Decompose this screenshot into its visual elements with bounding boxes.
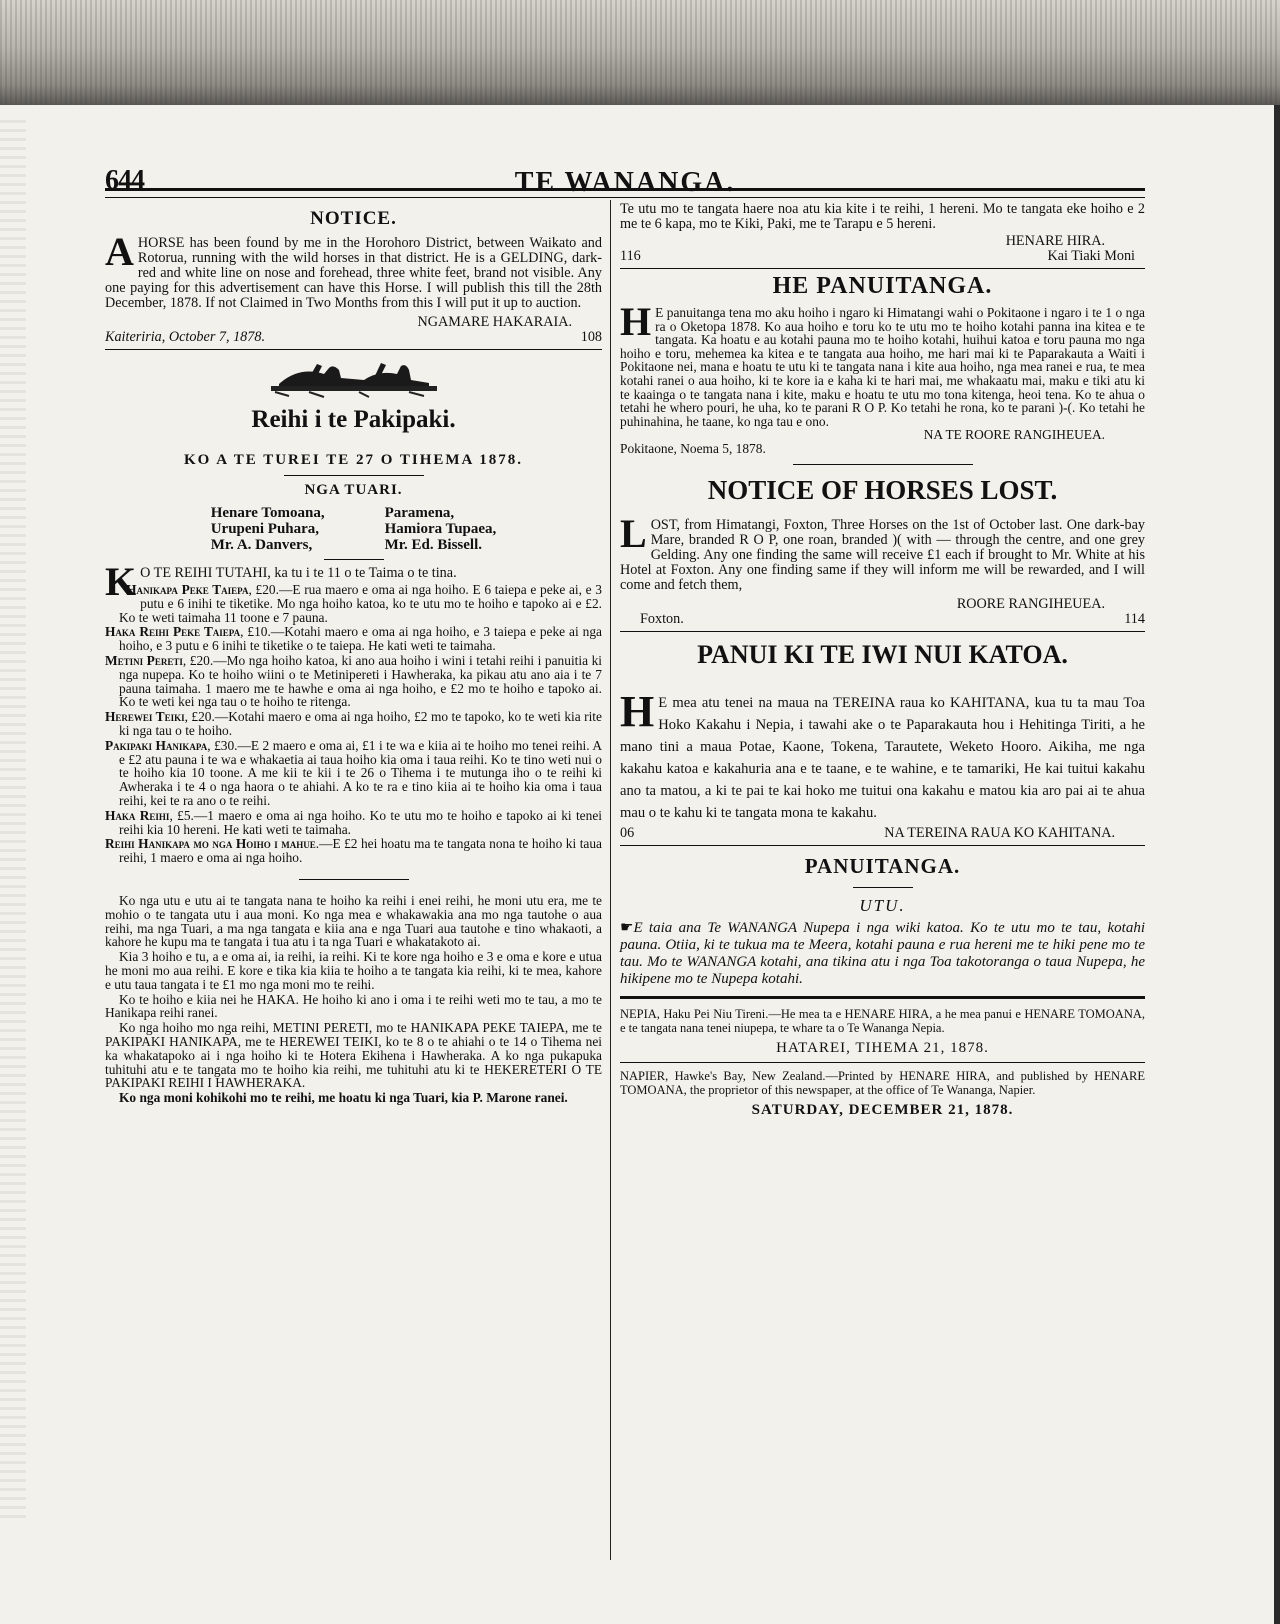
drop-cap: L <box>620 511 647 557</box>
utu-subheading: UTU. <box>859 896 906 916</box>
race-event: Herewei Teiki, £20.—Kotahi maero e oma ai nga hoiho, £2 mo te tapoko, ko te weti kia rite ki nga tau o te hoiho. <box>105 709 602 738</box>
masthead-rule <box>105 188 1145 198</box>
race-announcement <box>105 356 602 1105</box>
short-rule <box>793 464 973 465</box>
panui-body: H E mea atu tenei na maua na TEREINA raua ko KAHITANA, kua tu ta mau Toa Hoko Kakahu i Nepia, i tawahi ake o te Paparakauta hou i Hehitinga Tiriti, a he mano tini a maua Potae, Kaone, Tokena, Tarautete, Weketo Hooro. Aikiha, me nga kakahu katoa e kakahuria ana e te taane, e te wahine, e te tamariki, He kai tuitui kakahu ano ta matou, a ki te pai te kai hoko me tuitui ona kakahu e matou kia aro pai ai te ahua mau o te kahu ki te tangata mona te kakahu. <box>620 687 1145 822</box>
panui-signature: NA TEREINA RAUA KO KAHITANA. <box>884 825 1115 842</box>
race-event: Haka Reihi, £5.—1 maero e oma ai nga hoiho. Ko te utu mo te hoiho e tapoko ai ki tenei reihi kia 10 hereni. He kati weti te taimaha. <box>105 807 602 837</box>
notice-place-date: Kaiteriria, October 7, 1878. <box>105 329 265 345</box>
fees-role: Kai Tiaki Moni <box>1047 248 1135 264</box>
steward-name: Mr. Ed. Bissell. <box>384 537 482 553</box>
column-rule <box>610 200 611 1560</box>
race-event: Reihi Hanikapa mo nga Hoiho i mahue.—E £2 hei hoatu ma te tangata nona te hoiho ki taua reihi, 1 maero e oma ai nga hoiho. <box>105 836 602 866</box>
he-panuitanga <box>620 273 1145 465</box>
section-rule <box>620 631 1145 632</box>
imprint-english-date: SATURDAY, DECEMBER 21, 1878. <box>751 1102 1014 1119</box>
race-rules <box>105 894 602 1105</box>
panui-ki-te-iwi <box>620 640 1145 846</box>
he-panuitanga-body: H E panuitanga tena mo aku hoiho i ngaro ki Himatangi wahi o Pokitaone i ngaro i te 1 o nga ra o Oketopa 1878. Ko aua hoiho e toru ko te utu mo te hoiho kotahi panna ina kitea e te tangata. Ka hoatu e au kotahi pauna mo te hoiho kotahi, huihui katoa e toru pauna mo nga hoiho e toru, mehemea ka kitea e te tangata aua hoiho, me hari mai ki te Paparakauta a Waiti i Pokitaone nei, mana e hoatu te utu ki te tangata nana i kite aua hoiho, nga mea ranei e rua, te mea kotahi ranei o aua hoiho, ki te kore ia e kaha ki te hari mai, me whakaatu mai, maku e tiki atu ki te kaainga o te tangata nana i kite, maku e hoatu te utu mo tona kitenga, heoi tena. Ko te ahua o tetahi he whero pouri, he uha, ko te parani R O P. Ko tetahi he rona, ko te parani )-(. Ko tetahi he puhinahina, he taane, ko nga tau e ono. <box>620 299 1145 429</box>
notice-footer <box>105 330 602 345</box>
steward-name: Mr. A. Danvers, <box>210 537 313 553</box>
short-rule <box>284 475 424 476</box>
scan-left-edge <box>0 120 26 1520</box>
panuitanga-heading: PANUITANGA. <box>804 854 961 879</box>
race-events <box>105 583 602 865</box>
horses-lost-place: Foxton. <box>640 611 684 628</box>
scan-top-band <box>0 0 1280 105</box>
horse-race-icon <box>269 356 439 398</box>
panui-number: 06 <box>620 825 635 842</box>
section-rule <box>620 1062 1145 1063</box>
stewards-left <box>211 505 325 553</box>
notice-body: AHORSE has been found by me in the Horohoro District, between Waikato and Rotorua, running with the wild horses in that district. He is a GELDING, dark-red and white line on nose and forehead, three white feet, brand not visible. Any one paying for this advertisement can have this Horse. I will publish this till the 28th December, 1878. If not Claimed in Two Months from this I will put it up to auction. <box>105 229 602 311</box>
steward-name: Urupeni Puhara, <box>210 521 320 537</box>
notice-signature: NGAMARE HAKARAIA. <box>417 314 572 330</box>
stewards-right <box>385 505 497 553</box>
panui-heading: PANUI KI TE IWI NUI KATOA. <box>697 640 1068 670</box>
drop-cap: H <box>620 299 652 344</box>
race-intro: K O TE REIHI TUTAHI, ka tu i te 11 o te Taima o te tina. <box>105 559 457 604</box>
horses-lost-body: LOST, from Himatangi, Foxton, Three Horses on the 1st of October last. One dark-bay Mare, branded R O P, one roan, branded )( with — through the centre, and one grey Gelding. Any one finding the same will receive £1 each if brought to Mr. White at his Hotel at Foxton. Any one finding same if they will inform me will be rewarded, and I will come and fetch them, <box>620 511 1145 594</box>
imprint-maori: NEPIA, Haku Pei Niu Tireni.—He mea ta e HENARE HIRA, a he mea panui e HENARE TOMOANA, e te tangata nana tenei niupepa, te whare ta o Te Wananga Nepia. <box>620 1007 1145 1036</box>
rule-paragraph: Ko te hoiho e kiia nei he HAKA. He hoiho ki ano i oma i te reihi weti mo te tau, a mo te Hanikapa reihi ranei. <box>105 991 602 1021</box>
steward-name: Hamiora Tupaea, <box>384 521 497 537</box>
imprint-english: NAPIER, Hawke's Bay, New Zealand.—Printed by HENARE HIRA, and published by HENARE TOMOANA, the proprietor of this newspaper, at the office of Te Wananga, Napier. <box>620 1069 1145 1098</box>
stewards-heading: NGA TUARI. <box>304 482 403 498</box>
right-column <box>620 202 1145 1124</box>
newspaper-title: TE WANANGA. <box>514 167 736 198</box>
fees-signature: HENARE HIRA. <box>1005 233 1105 249</box>
stewards-list <box>105 505 602 553</box>
panui-footer <box>620 826 1145 841</box>
horses-lost-footer <box>620 612 1145 627</box>
left-column <box>105 202 602 1106</box>
scan-right-edge <box>1274 105 1280 1624</box>
rule-paragraph: Ko nga moni kohikohi mo te reihi, me hoatu ki nga Tuari, kia P. Marone ranei. <box>119 1090 568 1106</box>
notice-number: 108 <box>580 329 602 345</box>
race-event: Hanikapa Peke Taiepa, £20.—E rua maero e oma ai nga hoiho. E 6 taiepa e peke ai, e 3 putu e 6 inihi te tiketike. Mo nga hoiho katoa, ko te utu mo te hoiho e tapoko ai e £2. Ko te weti taimaha 11 toone e 7 pauna. <box>119 582 602 625</box>
drop-cap: H <box>620 687 655 737</box>
notice-horses-lost <box>620 475 1145 632</box>
page-number: 644 <box>105 165 144 196</box>
notice-horse-found <box>105 208 602 350</box>
section-rule <box>620 845 1145 846</box>
rule-paragraph: Ko nga hoiho mo nga reihi, METINI PERETI, mo te HANIKAPA PEKE TAIEPA, me te PAKIPAKI HANIKAPA, me te HEREWEI TEIKI, ko te 8 o te ahiahi o te 14 o Tihema nei ka whakatapoko ai i nga hoiho ki te Hotera Ekihena i Hawheraka. A ko nga pukapuka tuhituhi atu e te tangata mo te hoiho kia reihi, me tuhituhi atu ki te HEKERETERI O TE PAKIPAKI REIHI I HAWHERAKA. <box>105 1020 602 1091</box>
section-rule <box>620 268 1145 269</box>
imprint <box>620 1007 1145 1118</box>
race-event: Haka Reihi Peke Taiepa, £10.—Kotahi maero e oma ai nga hoiho, e 3 taiepa e peke ai nga hoiho, e 3 putu e 6 inihi te tiketike o te taiepa. He kati weti te taimaha. <box>105 624 602 654</box>
steward-name: Henare Tomoana, <box>210 505 325 521</box>
imprint-maori-date: HATAREI, TIHEMA 21, 1878. <box>776 1040 989 1057</box>
drop-cap: K <box>105 559 137 604</box>
rule-paragraph: Ko nga utu e utu ai te tangata nana te hoiho ka reihi i enei reihi, he moni utu era, me te mohio o te tangata utu i aua moni. Ko nga mea e whakawakia ana mo nga tautohe o aua reihi, ma nga Tuari, a ma nga tangata e kiia ana e nga Tuari aua tautohe e tino whakaoti, a kahore he kupu ma te tangata i tua atu i ta nga Tuari e whakatakoto ai. <box>105 892 602 950</box>
race-date-line: KO A TE TUREI TE 27 O TIHEMA 1878. <box>183 452 524 468</box>
utu-body: ☛E taia ana Te WANANGA Nupepa i nga wiki katoa. Ko te utu mo te tau, kotahi pauna. Otiia, ki te tukua ma te Meera, kotahi pauna e rua hereni me te hiki pene mo te tau. Mo te WANANGA kotahi, ana tikina atu i nga Toa takotoranga o taua Nupepa, he hikipene mo te Nupepa kotahi. <box>620 920 1145 988</box>
horses-lost-number: 114 <box>1124 611 1145 628</box>
short-rule <box>853 887 913 888</box>
race-event: Pakipaki Hanikapa, £30.—E 2 maero e oma ai, £1 i te wa e kiia ai te hoiho mo tenei reihi. A e £2 atu pauna i te wa e whakaetia ai taua hoiho kia oma i taua reihi. Ko te tino weti nui o te hoiho kia 10 toone. A me kii te kii i te 26 o Tihema i te mutunga iho o te reihi ki Awheraka i te 4 o nga haora o te ahiahi. A ko te ra e tino kiia ai te hoiho kia oma i taua reihi, kei te ra ano o te reihi. <box>105 737 603 808</box>
race-title: Reihi i te Pakipaki. <box>251 406 456 433</box>
fees-number: 116 <box>620 248 641 264</box>
race-event: Metini Pereti, £20.—Mo nga hoiho katoa, ki ano aua hoiho i wini i tetahi reihi i panuitia ki nga nupepa. Ko te hoiho wiini o te Metinipereti i Hawheraka, ka pikau atu ano aia i te 7 pauna taimaha. 1 maero me te hawhe e oma ai nga hoiho, e £2 mo te hoiho e tapoko ai. Ko te weti kei nga tau o te hoiho te ritenga. <box>105 652 602 710</box>
notice-heading: NOTICE. <box>310 208 397 229</box>
newspaper-page <box>105 150 1145 1590</box>
rule-paragraph: Kia 3 hoiho e tu, a e oma ai, ia reihi, ia reihi. Ki te kore nga hoiho e 3 e oma e kore e utua he moni mo aua reihi. E kore e tika kia kiia te hoiho a te tangata kia reihi, ki te mea, kahore e utu taua tangata i te £1 mo nga moni mo te reihi. <box>105 949 602 992</box>
short-rule <box>324 559 384 560</box>
steward-name: Paramena, <box>384 505 455 521</box>
panuitanga-utu <box>620 854 1145 999</box>
fees-footer <box>620 249 1145 264</box>
race-fees-continuation <box>620 202 1145 269</box>
section-rule <box>105 349 602 350</box>
he-panuitanga-place-date: Pokitaone, Noema 5, 1878. <box>620 441 766 457</box>
drop-cap: A <box>105 229 134 274</box>
ornament-rule <box>299 879 409 880</box>
horses-lost-signature: ROORE RANGIHEUEA. <box>956 596 1105 613</box>
he-panuitanga-signature: NA TE ROORE RANGIHEUEA. <box>923 427 1105 443</box>
fees-text: Te utu mo te tangata haere noa atu kia kite i te reihi, 1 hereni. Mo te tangata eke hoiho e 2 me te 6 kapa, mo te Kiki, Paki, me te Tarapu e 5 hereni. <box>620 201 1145 232</box>
horses-lost-heading: NOTICE OF HORSES LOST. <box>707 475 1058 506</box>
pointing-hand-icon: ☛ <box>620 920 634 937</box>
section-rule <box>620 996 1145 999</box>
he-panuitanga-heading: HE PANUITANGA. <box>772 273 993 299</box>
